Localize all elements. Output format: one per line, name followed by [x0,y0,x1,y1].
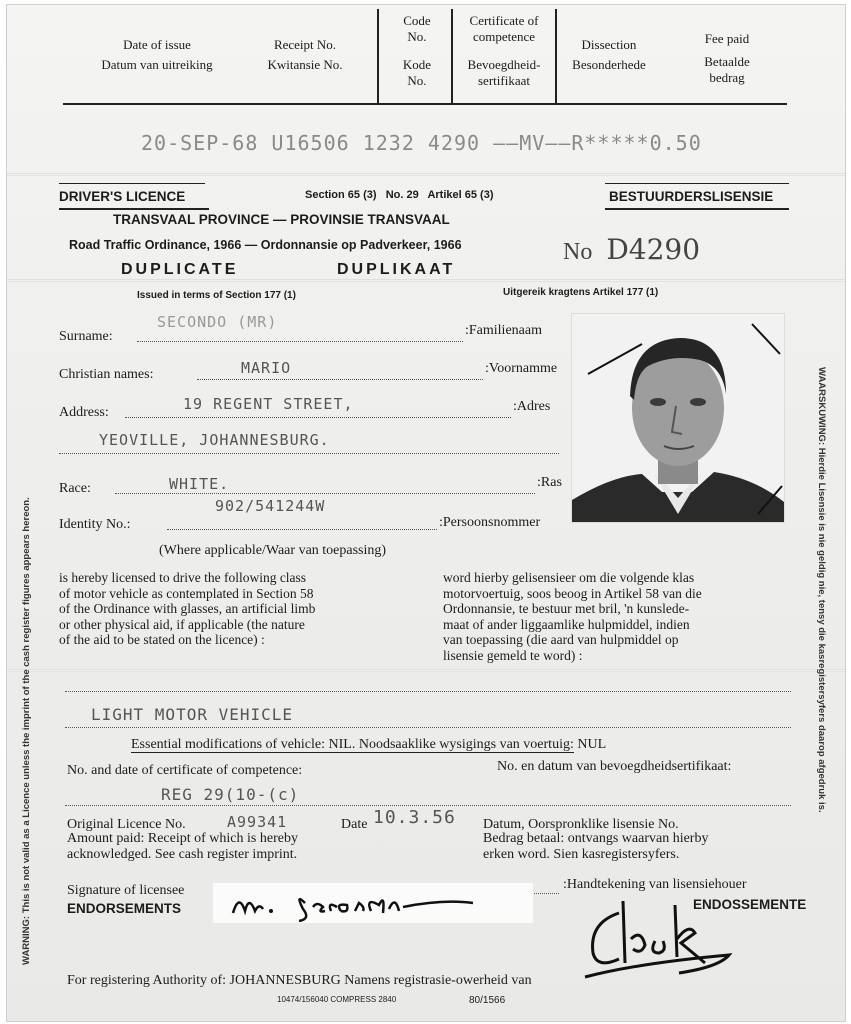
where-applicable: (Where applicable/Waar van toepassing) [159,543,387,558]
address-line-2: YEOVILLE, JOHANNESBURG. [99,431,330,449]
licensee-photo [571,313,785,523]
certificate-label-en: No. and date of certificate of competence: [67,763,303,778]
issued-af: Uitgereik kragtens Artikel 177 (1) [503,287,659,298]
date-of-issue-label: Date of issue Datum van uitreiking [101,37,213,72]
identity-value: 902/541244W [215,497,326,515]
modifications-value: NUL [577,737,607,752]
receipt-no-label: Receipt No. Kwitansie No. [267,37,343,72]
amount-paid-en: Amount paid: Receipt of which is hereby acknowledged. See cash register imprint. [67,831,298,862]
number-value: D4290 [606,233,701,266]
issued-en: Issued in terms of Section 177 (1) [137,290,296,301]
endorsements-af: ENDOSSEMENTE [693,897,807,912]
original-licence-number: A99341 [227,813,288,831]
endorsements-en: ENDORSEMENTS [67,901,182,916]
registering-authority: For registering Authority of: JOHANNESBURG Namens registrasie-owerheid van [67,973,532,988]
certificate-label: Certificate of competence Bevoegdheid- sertifikaat [467,13,541,88]
certificate-label-af: No. en datum van bevoegdheidsertifikaat: [497,759,732,774]
christian-names-label-af: :Voornamme [485,361,558,376]
paragraph-en: is hereby licensed to drive the following class of motor vehicle as contemplated in Section 58 of the Ordinance with glasses, an artificial limb or other physical aid, if applicable (the nature of the aid to be stated on the licence) : [59,570,316,647]
rule [605,208,789,210]
original-date-value: 10.3.56 [373,807,456,828]
signature-label-en: Signature of licensee [67,883,185,898]
address-label: Address: [59,405,109,420]
duplicate-af: DUPLIKAAT [337,261,456,278]
address-label-af: :Adres [513,399,551,414]
race-label-af: :Ras [537,475,562,490]
side-warning-af: WAARSKUWING: Hierdie Lisensie is nie geldig nie, tensy die kasregistersyfers daarop afgedruk is. [816,367,827,813]
dotted-line [65,681,791,692]
licence-number [563,233,700,267]
race-value: WHITE. [169,475,230,493]
licence-title-af: BESTUURDERSLISENSIE [609,189,774,204]
number-prefix: No [563,239,593,265]
dotted-line [65,795,791,806]
side-warning-en: WARNING: This is not valid as a Licence unless the imprint of the cash register figures appears hereon. [21,497,32,965]
dotted-line [65,717,791,728]
cash-register-imprint: 20-SEP-68 U16506 1232 4290 ——MV——R*****0.50 [141,131,702,155]
certificate-value: REG 29(10-(c) [161,785,300,804]
ordinance-line: Road Traffic Ordinance, 1966 — Ordonnansie op Padverkeer, 1966 [69,238,462,252]
official-signature [579,893,749,989]
identity-label: Identity No.: [59,517,131,532]
licensee-signature [213,883,533,923]
fold-crease [7,669,845,672]
dissection-label: Dissection Besonderhede [572,37,646,72]
licence-title-en: DRIVER'S LICENCE [59,189,186,204]
form-number: 80/1566 [469,995,506,1006]
rule [59,208,209,210]
divider [377,9,379,103]
modifications-line [131,737,606,753]
address-line-1: 19 REGENT STREET, [183,395,354,413]
official-signature-image [579,893,749,989]
header-bottom-rule [63,103,787,105]
fold-crease [7,173,845,176]
original-licence-label: Original Licence No. [67,817,186,832]
duplicate-en: DUPLICATE [121,261,239,278]
christian-names-value: MARIO [241,359,292,377]
province-line: TRANSVAAL PROVINCE — PROVINSIE TRANSVAAL [113,212,450,227]
fee-paid-label: Fee paid Betaalde bedrag [704,31,750,85]
paragraph-af: word hierby gelisensieer om die volgende klas motorvoertuig, soos beoog in Artikel 58 van die Ordonnansie, te bestuur met bril, 'n kunslede- maat of ander liggaamlike hulpmiddel, indien van toepassing (die aard van hulpmiddel op lisensie gemeld te word) : [443,570,702,663]
fold-crease [7,279,845,282]
section-reference: Section 65 (3) No. 29 Artikel 65 (3) [305,189,494,201]
original-label-af: Datum, Oorspronklike lisensie No. [483,817,679,832]
code-no-label: Code No. Kode No. [402,13,432,88]
amount-paid-af: Bedrag betaal: ontvangs waarvan hierby erken word. Sien kasregistersyfers. [483,831,709,862]
race-label: Race: [59,481,91,496]
rule [59,183,205,184]
surname-label: Surname: [59,329,113,344]
print-code: 10474/156040 COMPRESS 2840 [277,995,397,1004]
christian-names-label: Christian names: [59,367,154,382]
licensee-signature-image [213,883,533,923]
dotted-line [197,365,483,380]
rule [605,183,789,184]
signature-label-af: :Handtekening van lisensiehouer [563,877,747,892]
surname-label-af: :Familienaam [465,323,542,338]
licence-document [6,4,846,1022]
original-date-label: Date [341,817,368,832]
divider [555,9,557,103]
identity-label-af: :Persoonsnommer [439,515,541,530]
surname-value: SECONDO (MR) [157,313,278,331]
vehicle-class: LIGHT MOTOR VEHICLE [91,705,294,724]
portrait-image [572,314,784,522]
dotted-line [167,515,437,530]
modifications-label: Essential modifications of vehicle: NIL. Noodsaaklike wysigings van voertuig: [131,737,574,752]
